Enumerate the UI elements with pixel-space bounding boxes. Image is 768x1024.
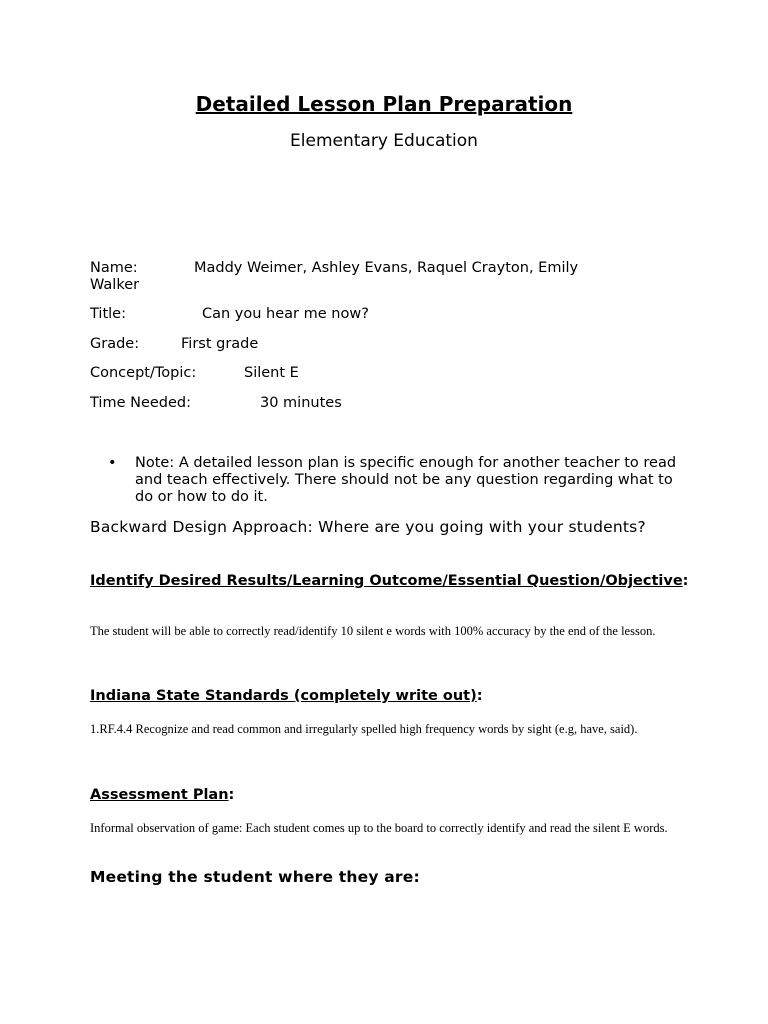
desired-results-text: The student will be able to correctly read/identify 10 silent e words with 100% accuracy by the end of the lesson. [90, 624, 656, 638]
concept-field [90, 365, 590, 383]
standards-heading: Indiana State Standards (completely write out): [90, 688, 483, 704]
grade-value: First grade [181, 336, 259, 352]
assessment-heading: Assessment Plan: [90, 787, 235, 803]
time-label: Time Needed: [90, 395, 191, 411]
note-text: Note: A detailed lesson plan is specific enough for another teacher to read and teach effectively. There should not be any question regarding what to do or how to do it. [135, 455, 677, 505]
name-value-line1: Maddy Weimer, Ashley Evans, Raquel Crayton, Emily [194, 260, 579, 276]
name-field [90, 260, 650, 296]
name-label: Name: [90, 260, 138, 276]
note-list-item [108, 455, 688, 507]
time-field [90, 395, 590, 413]
page-subtitle: Elementary Education [290, 131, 478, 151]
assessment-text: Informal observation of game: Each student comes up to the board to correctly identify and read the silent E words. [90, 821, 668, 835]
bullet-icon: • [108, 455, 117, 471]
backward-design-heading: Backward Design Approach: Where are you going with your students? [90, 518, 646, 536]
desired-results-heading: Identify Desired Results/Learning Outcome/Essential Question/Objective: [90, 573, 689, 589]
grade-field [90, 336, 590, 354]
name-value-line2: Walker [90, 277, 140, 293]
standards-text: 1.RF.4.4 Recognize and read common and irregularly spelled high frequency words by sight (e.g, have, said). [90, 722, 638, 736]
concept-value: Silent E [244, 365, 299, 381]
concept-label: Concept/Topic: [90, 365, 197, 381]
page-title: Detailed Lesson Plan Preparation [195, 92, 573, 116]
grade-label: Grade: [90, 336, 140, 352]
title-value: Can you hear me now? [202, 306, 369, 322]
title-label: Title: [90, 306, 126, 322]
title-field [90, 306, 590, 324]
meeting-heading: Meeting the student where they are: [90, 868, 420, 886]
time-value: 30 minutes [260, 395, 342, 411]
